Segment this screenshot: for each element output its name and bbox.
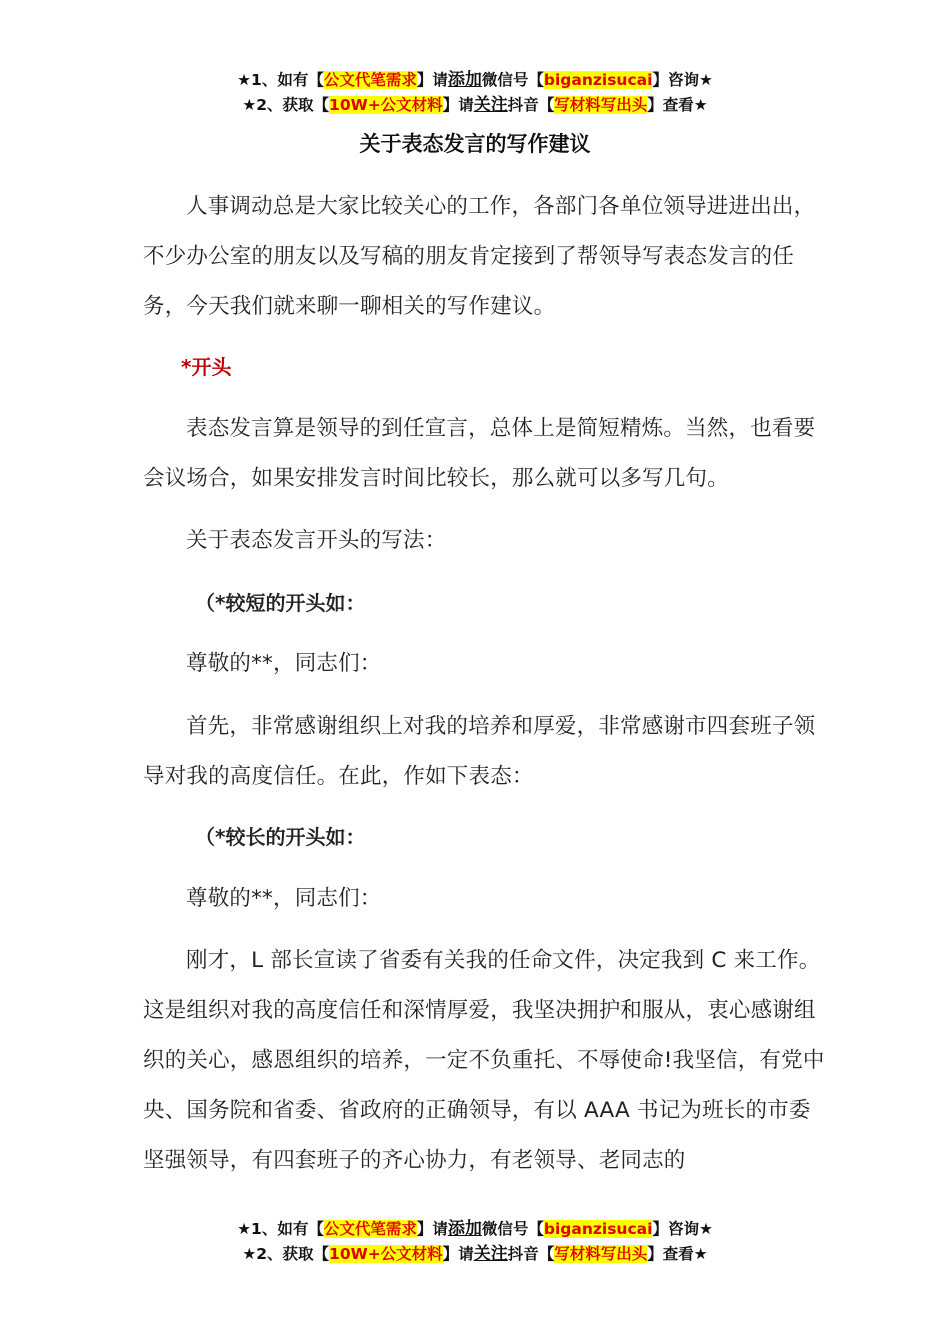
banner-text: 抖音【 (507, 1245, 555, 1263)
footer-banner-line-2 (0, 1242, 950, 1267)
subheading-short-opening: （*较短的开头如： (195, 591, 366, 615)
banner-text: 】请 (416, 71, 448, 89)
banner-text: 微信号【 (481, 71, 544, 89)
banner-highlight-douyin-id: 写材料写出头 (554, 96, 648, 114)
banner-text: 】请 (442, 1245, 474, 1263)
banner-text: ★2、获取【 (242, 1245, 330, 1263)
banner-emphasis-follow: 关注 (473, 1244, 508, 1264)
banner-text: 微信号【 (481, 1220, 544, 1238)
greeting-short: 尊敬的**，同志们： (186, 651, 382, 676)
greeting-long: 尊敬的**，同志们： (186, 886, 382, 911)
paragraph-opening-methods: 关于表态发言开头的写法： (186, 528, 447, 553)
banner-text: 】请 (416, 1220, 448, 1238)
banner-highlight-wechat-id: biganzisucai (543, 71, 653, 89)
banner-emphasis-follow: 关注 (473, 95, 508, 115)
banner-highlight-materials: 10W+公文材料 (329, 1245, 443, 1263)
paragraph-short-example: 首先，非常感谢组织上对我的培养和厚爱，非常感谢市四套班子领导对我的高度信任。在此，作如下表态： (143, 714, 816, 789)
banner-emphasis-add: 添加 (447, 1219, 482, 1239)
header-banner-line-1 (0, 68, 950, 93)
banner-text: ★1、如有【 (237, 1220, 324, 1238)
banner-highlight-service: 公文代笔需求 (323, 71, 417, 89)
header-banner (0, 68, 950, 118)
banner-text: ★2、获取【 (242, 96, 330, 114)
header-banner-line-2 (0, 93, 950, 118)
banner-emphasis-add: 添加 (447, 70, 482, 90)
footer-banner (0, 1217, 950, 1267)
banner-text: 】咨询★ (652, 71, 713, 89)
heading-opening: *开头 (181, 355, 232, 379)
banner-text: 】咨询★ (652, 1220, 713, 1238)
banner-text: 】查看★ (647, 96, 708, 114)
banner-text: 】查看★ (647, 1245, 708, 1263)
banner-text: 】请 (442, 96, 474, 114)
paragraph-long-example: 刚才，L 部长宣读了省委有关我的任命文件，决定我到 C 来工作。这是组织对我的高度信任和深情厚爱，我坚决拥护和服从，衷心感谢组织的关心，感恩组织的培养，一定不负重托、不辱使命!我坚信，有党中央、国务院和省委、省政府的正确领导，有以 AAA 书记为班长的市委坚强领导，有四套班子的齐心协力，有老领导、老同志的 (143, 948, 825, 1173)
banner-highlight-wechat-id: biganzisucai (543, 1220, 653, 1238)
banner-highlight-materials: 10W+公文材料 (329, 96, 443, 114)
document-title: 关于表态发言的写作建议 (359, 132, 591, 156)
footer-banner-line-1 (0, 1217, 950, 1242)
banner-highlight-douyin-id: 写材料写出头 (554, 1245, 648, 1263)
paragraph-intro: 人事调动总是大家比较关心的工作，各部门各单位领导进进出出，不少办公室的朋友以及写稿的朋友肯定接到了帮领导写表态发言的任务，今天我们就来聊一聊相关的写作建议。 (143, 194, 816, 319)
banner-text: 抖音【 (507, 96, 555, 114)
paragraph-speech-nature: 表态发言算是领导的到任宣言，总体上是简短精炼。当然，也看要会议场合，如果安排发言时间比较长，那么就可以多写几句。 (143, 416, 816, 491)
banner-text: ★1、如有【 (237, 71, 324, 89)
subheading-long-opening: （*较长的开头如： (195, 825, 366, 849)
banner-highlight-service: 公文代笔需求 (323, 1220, 417, 1238)
